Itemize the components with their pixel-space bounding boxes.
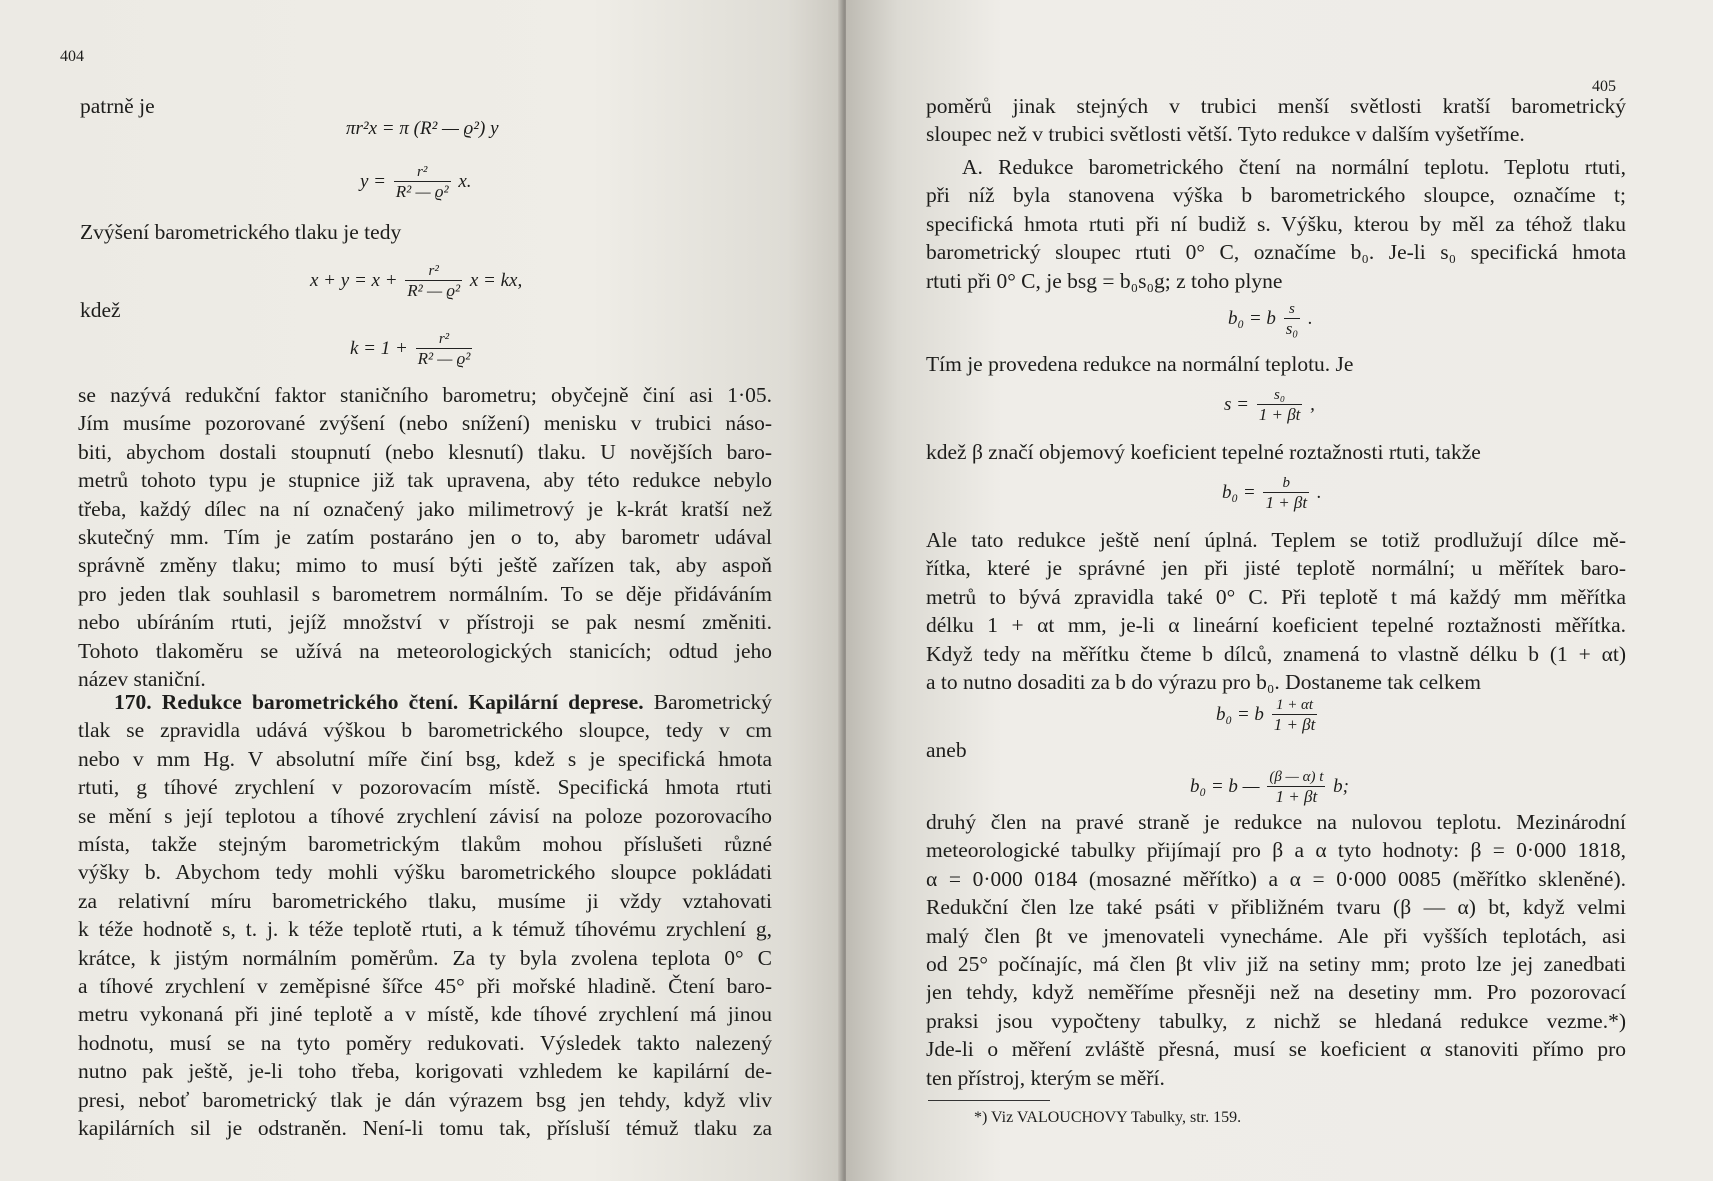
text-line: k téže hodnotě s, t. j. k téže teplotě rtuti, a k témuž tíhovému zrychlení g, — [78, 917, 772, 942]
text-line: tlak se zpravidla udává výškou b barometrického sloupce, tedy v cm — [78, 718, 772, 743]
eq-denominator: 1 + βt — [1267, 786, 1325, 807]
text-line: výšky b. Abychom tedy mohli výšku barometrického sloupce pokládati — [78, 860, 772, 885]
text-line: jen tehdy, když neměříme přesněji než na desetiny mm. Pro pozorovací — [926, 980, 1626, 1005]
page-number-left: 404 — [60, 48, 84, 65]
equation-4 — [350, 330, 475, 369]
text-line: při níž byla stanovena výška b barometrického sloupce, označíme t; — [926, 183, 1626, 208]
eq-fraction — [1257, 386, 1303, 425]
text-line: a to nutno dosaditi za b do výrazu pro b₀. Dostaneme tak celkem — [926, 670, 1481, 695]
text-line: metrů to bývá zpravidla také 0° C. Při teplotě t má každý mm měřítka — [926, 584, 1626, 609]
footnote-rule — [928, 1100, 1050, 1101]
eq-lhs: b₀ = — [1222, 481, 1256, 503]
text-line: délku 1 + αt mm, je-li α lineární koeficient tepelné roztažnosti měřítka. — [926, 613, 1626, 638]
eq-fraction — [405, 262, 462, 301]
eq-numerator: (β — α) t — [1269, 769, 1324, 785]
eq-denominator: 1 + βt — [1265, 493, 1308, 512]
text-line: řítka, které je správné jen při jisté teplotě normální; u měřítek baro- — [926, 556, 1626, 581]
text-line: Redukční člen lze také psáti v přibližném tvaru (β — α) bt, když velmi — [926, 895, 1626, 920]
eq-lhs: s = — [1224, 393, 1249, 415]
text-line: Ale tato redukce ještě není úplná. Teplem se totiž prodlužují dílce mě- — [926, 528, 1626, 552]
eq-lhs: y = — [360, 170, 387, 192]
heading-continuation: Barometrický — [653, 690, 772, 714]
text-line: hodnotu, musí se na tyto poměry redukovati. Výsledek takto nalezený — [78, 1030, 772, 1055]
text-line: presi, neboť barometrický tlak je dán výrazem bsg jen tehdy, když vliv — [78, 1087, 772, 1112]
text-line: sloupec než v trubici světlosti větší. Tyto redukce v dalším vyšetříme. — [926, 122, 1525, 147]
section-heading: 170. Redukce barometrického čtení. Kapilární deprese. — [114, 690, 644, 714]
equation-r1 — [1228, 300, 1313, 339]
equation-2 — [360, 163, 472, 202]
text-line: A. Redukce barometrického čtení na normální teplotu. Teplotu rtuti, — [962, 155, 1626, 179]
eq-rhs: , — [1310, 393, 1315, 415]
text-aneb: aneb — [926, 738, 967, 762]
eq-numerator: 1 + αt — [1275, 697, 1314, 713]
text-line: Jde-li o měření zvláště přesná, musí se koeficient α stanoviti přímo pro — [926, 1037, 1626, 1062]
text-line: druhý člen na pravé straně je redukce na nulovou teplotu. Mezinárodní — [926, 810, 1626, 834]
eq-denominator: 1 + βt — [1273, 715, 1316, 734]
text-line: α = 0·000 0184 (mosazné měřítko) a α = 0·000 0085 (měřítko skleněné). — [926, 866, 1626, 891]
eq-rhs: x = kx, — [469, 269, 523, 291]
text-line: místa, takže stejným barometrickým tlakům mohou příslušeti různé — [78, 832, 772, 857]
eq-lhs: b₀ = b — [1216, 703, 1264, 725]
eq-numerator: r² — [438, 331, 450, 347]
eq-fraction — [394, 163, 451, 202]
paragraph-continuation — [926, 92, 1626, 149]
text-line: třeba, každý dílec na ní označený jako milimetrový je k-krát kratší než — [78, 496, 772, 521]
eq-rhs: . — [1316, 481, 1322, 503]
equation-r3 — [1222, 474, 1322, 513]
text-line: rtuti, g tíhové zrychlení v pozorovacím místě. Specifická hmota rtuti — [78, 775, 772, 800]
text-line: nebo ubíráním rtuti, jejíž množství v přístroji se pak nesmí změniti. — [78, 610, 772, 635]
text-line: Jím musíme pozorované zvýšení (nebo snížení) menisku v trubici náso- — [78, 411, 772, 436]
eq-rhs: . — [1307, 307, 1313, 329]
eq-fraction — [1267, 768, 1325, 807]
text-line: specifická hmota rtuti při ní budiž s. Výšku, kterou by měl za téhož tlaku — [926, 211, 1626, 236]
eq-rhs: b; — [1333, 775, 1349, 797]
text-line: meteorologické tabulky přijímají pro β a α tyto hodnoty: β = 0·000 1818, — [926, 838, 1626, 863]
text-line: pro jeden tlak souhlasil s barometrem normálním. To se děje přidáváním — [78, 581, 772, 606]
text-line: poměrů jinak stejných v trubici menší světlosti kratší barometrický — [926, 94, 1626, 118]
text-line: se nazývá redukční faktor staničního barometru; obyčejně činí asi 1·05. — [78, 383, 772, 407]
eq-rhs: x. — [458, 170, 472, 192]
text-line: a tíhové zrychlení v zeměpisné šířce 45° při mořské hladině. Čtení baro- — [78, 974, 772, 999]
right-page — [846, 0, 1713, 1181]
text-line: malý člen βt ve jmenovateli vynecháme. Ale při vyšších teplotách, asi — [926, 923, 1626, 948]
paragraph-tables — [926, 808, 1626, 1092]
page-number-right: 405 — [1592, 78, 1616, 95]
text-kdez: kdež — [80, 298, 121, 322]
equation-3 — [310, 262, 522, 301]
equation-r4 — [1216, 696, 1320, 735]
eq-fraction — [1272, 696, 1318, 735]
eq-numerator: b — [1282, 475, 1291, 491]
text-line: barometrický sloupec rtuti 0° C, označíme b₀. Je-li s₀ specifická hmota — [926, 240, 1626, 265]
text-line: metrů tohoto typu je stupnice již tak upravena, aby této redukce nebylo — [78, 468, 772, 493]
eq-denominator: 1 + βt — [1258, 405, 1301, 424]
text-line: správně změny tlaku; mimo to musí býti ještě zařízen tak, aby aspoň — [78, 553, 772, 578]
paragraph-reduction-factor — [78, 381, 772, 693]
text-line: od 25° počínajíc, má člen βt vliv již na setiny mm; proto lze jej zanedbati — [926, 952, 1626, 977]
eq-fraction — [1284, 300, 1301, 339]
text-line: nebo v mm Hg. V absolutní míře činí bsg, kdež s je specifická hmota — [78, 746, 772, 771]
equation-r5 — [1190, 768, 1349, 807]
paragraph-section-a — [926, 153, 1626, 295]
text-line: krátce, k jistým normálním poměrům. Za ty byla zvolena teplota 0° C — [78, 945, 772, 970]
eq-lhs: k = 1 + — [350, 337, 408, 359]
text-line: Tohoto tlakoměru se užívá na meteorologických stanicích; odtud jeho — [78, 638, 772, 663]
text-tim: Tím je provedena redukce na normální teplotu. Je — [926, 352, 1354, 376]
text-line: rtuti při 0° C, je bsg = b₀s₀g; z toho plyne — [926, 268, 1283, 293]
section-heading-line — [78, 688, 772, 716]
eq-lhs: b₀ = b — — [1190, 775, 1260, 797]
equation-r2 — [1224, 386, 1315, 425]
text-line: biti, abychom dostali stoupnutí (nebo klesnutí) tlaku. U novějších baro- — [78, 439, 772, 464]
footnote: *) Viz VALOUCHOVY Tabulky, str. 159. — [974, 1109, 1242, 1126]
text-line: název staniční. — [78, 667, 206, 692]
text-line: kapilárních sil je odstraněn. Není-li tomu tak, přísluší témuž tlaku za — [78, 1116, 772, 1141]
eq-fraction — [416, 330, 473, 369]
eq-lhs: b₀ = b — [1228, 307, 1276, 329]
intro-text: patrně je — [80, 94, 155, 118]
text-line: skutečný mm. Tím je zatím postaráno jen o to, aby barometr udával — [78, 525, 772, 550]
eq-denominator: R² — ϱ² — [395, 182, 449, 201]
text-zvyseni: Zvýšení barometrického tlaku je tedy — [80, 220, 402, 244]
paragraph-scale — [926, 526, 1626, 696]
equation-1: πr²x = π (R² — ϱ²) y — [346, 118, 499, 139]
eq-numerator: s — [1289, 301, 1295, 317]
eq-fraction — [1263, 474, 1309, 513]
section-170 — [78, 688, 772, 1143]
text-line: za relativní míru barometrického tlaku, musíme ji vždy vztahovati — [78, 888, 772, 913]
eq-numerator: s₀ — [1274, 387, 1286, 403]
eq-denominator: R² — ϱ² — [417, 349, 471, 368]
text-kdez-beta: kdež β značí objemový koeficient tepelné roztažnosti rtuti, takže — [926, 440, 1481, 464]
left-page — [0, 0, 846, 1181]
eq-numerator: r² — [428, 263, 439, 279]
eq-denominator: R² — ϱ² — [407, 281, 461, 300]
text-line: ten přístroj, kterým se měří. — [926, 1065, 1165, 1090]
text-line: praksi jsou vypočteny tabulky, z nichž se hledaná redukce vezme.*) — [926, 1008, 1626, 1033]
eq-numerator: r² — [417, 164, 428, 180]
text-line: metru vykonaná při jiné teplotě a v místě, kde tíhové zrychlení má jinou — [78, 1002, 772, 1027]
text-line: Když tedy na měřítku čteme b dílců, znamená to vlastně délku b (1 + αt) — [926, 641, 1626, 666]
text-line: nutno pak ještě, je-li toho třeba, korigovati vzhledem ke kapilární de- — [78, 1059, 772, 1084]
eq-denominator: s₀ — [1285, 319, 1299, 338]
eq-lhs: x + y = x + — [310, 269, 398, 291]
text-line: se mění s její teplotou a tíhové zrychlení závisí na poloze pozorovacího — [78, 803, 772, 828]
